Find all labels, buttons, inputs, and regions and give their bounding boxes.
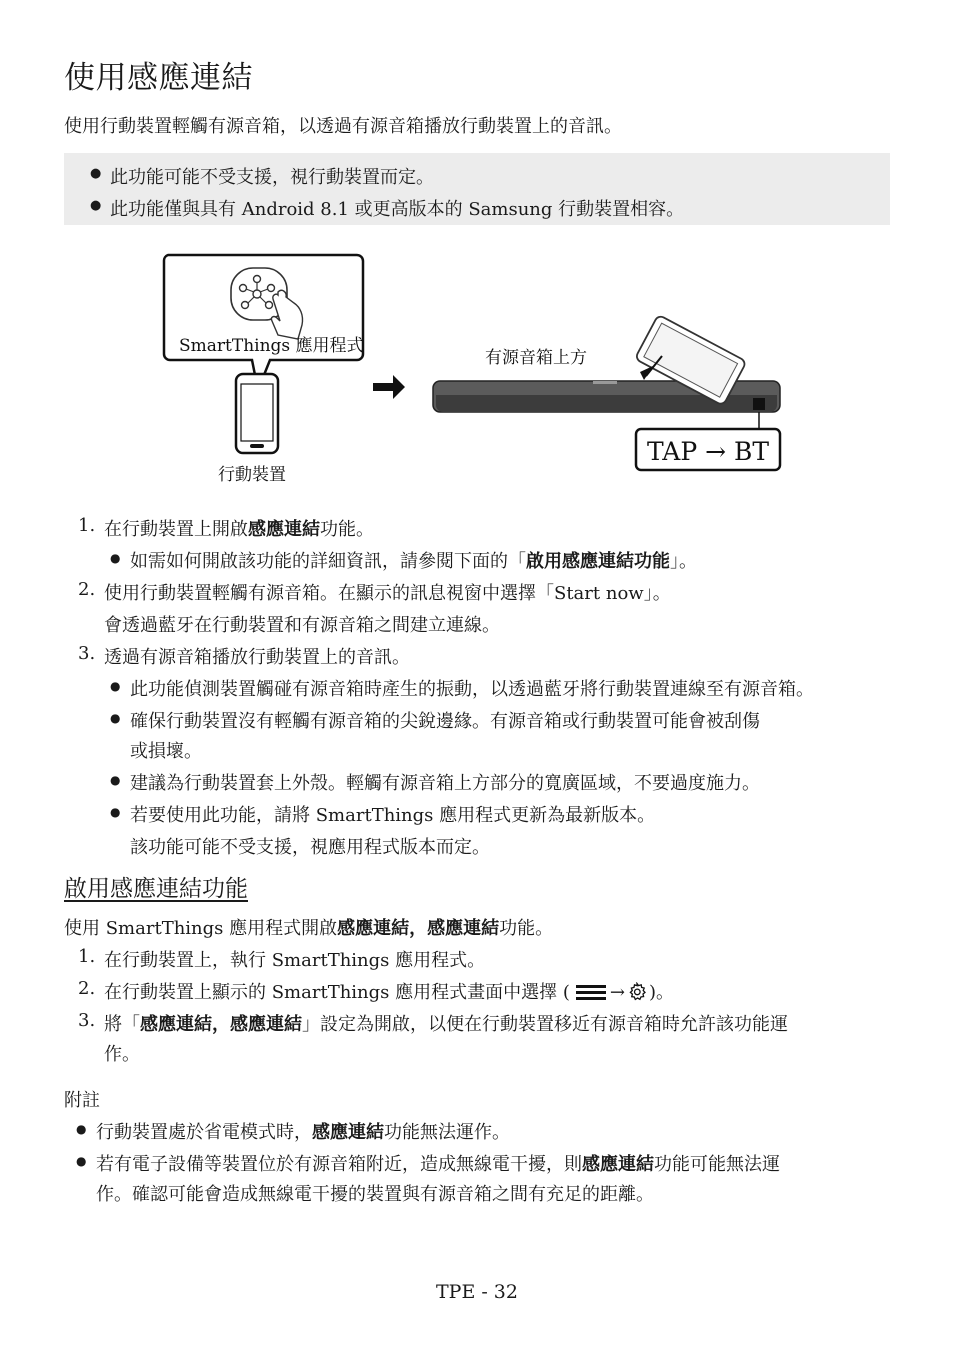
- enable-step-3-cont: 作。: [104, 1044, 140, 1065]
- intro-text: 使用行動裝置輕觸有源音箱，以透過有源音箱播放行動裝置上的音訊。: [64, 116, 622, 137]
- bullet-icon: ●: [110, 773, 121, 787]
- page-number: TPE - 32: [435, 1281, 518, 1303]
- bullet-icon: ●: [76, 1122, 87, 1136]
- app-label: SmartThings 應用程式: [179, 336, 364, 356]
- enable-step-3: 將「感應連結，感應連結」設定為開啟，以便在行動裝置移近有源音箱時允許該功能運: [104, 1014, 788, 1035]
- gear-icon: [627, 982, 647, 1002]
- step-2-detail: 會透過藍牙在行動裝置和有源音箱之間建立連線。: [104, 615, 500, 636]
- remark-item: ● 行動裝置處於省電模式時，感應連結功能無法運作。: [76, 1122, 510, 1143]
- bullet-icon: ●: [110, 551, 121, 565]
- step-number: 3.: [78, 1010, 96, 1031]
- tap-illustration: [160, 250, 790, 490]
- remark-item-cont: 作。確認可能會造成無線電干擾的裝置與有源音箱之間有充足的距離。: [96, 1184, 654, 1205]
- top-label: 有源音箱上方: [485, 348, 587, 368]
- remark-item: ● 若有電子設備等裝置位於有源音箱附近，造成無線電干擾，則感應連結功能可能無法運: [76, 1154, 780, 1175]
- illustration-svg: [160, 250, 790, 490]
- step-number: 3.: [78, 643, 96, 664]
- enable-step-1: 在行動裝置上，執行 SmartThings 應用程式。: [104, 950, 486, 971]
- section-heading: 啟用感應連結功能: [64, 876, 248, 902]
- tap-bt-label: TAP → BT: [646, 437, 770, 466]
- step-3-bullet: ● 確保行動裝置沒有輕觸有源音箱的尖銳邊緣。有源音箱或行動裝置可能會被刮傷: [110, 711, 760, 732]
- enable-intro: 使用 SmartThings 應用程式開啟感應連結，感應連結功能。: [64, 918, 554, 939]
- step-1: 在行動裝置上開啟感應連結功能。: [104, 519, 374, 540]
- note-box: [64, 153, 890, 225]
- step-2: 使用行動裝置輕觸有源音箱。在顯示的訊息視窗中選擇「Start now」。: [104, 583, 671, 604]
- step-number: 1.: [78, 946, 96, 967]
- step-number: 2.: [78, 579, 96, 600]
- step-3-bullet: ● 若要使用此功能，請將 SmartThings 應用程式更新為最新版本。: [110, 805, 656, 826]
- step-3-bullet: ● 此功能偵測裝置觸碰有源音箱時產生的振動，以透過藍牙將行動裝置連線至有源音箱。: [110, 679, 814, 700]
- page-title: 使用感應連結: [64, 60, 253, 96]
- bullet-icon: ●: [110, 679, 121, 693]
- note-item: ● 此功能僅與具有 Android 8.1 或更高版本的 Samsung 行動裝置相容。: [90, 198, 685, 220]
- arrow-right-icon: [373, 375, 405, 399]
- bullet-icon: ●: [110, 711, 121, 725]
- step-3-bullet-cont: 該功能可能不受支援，視應用程式版本而定。: [130, 837, 490, 858]
- enable-step-2: 在行動裝置上顯示的 SmartThings 應用程式畫面中選擇 ( → )。: [104, 982, 674, 1003]
- phone-icon: [236, 374, 278, 453]
- step-number: 1.: [78, 515, 96, 536]
- bullet-icon: ●: [90, 198, 102, 213]
- bullet-icon: ●: [90, 166, 102, 181]
- remarks-heading: 附註: [64, 1090, 100, 1111]
- step-3-bullet: ● 建議為行動裝置套上外殼。輕觸有源音箱上方部分的寬廣區域，不要過度施力。: [110, 773, 760, 794]
- step-3: 透過有源音箱播放行動裝置上的音訊。: [104, 647, 410, 668]
- note-item: ● 此功能可能不受支援，視行動裝置而定。: [90, 166, 434, 188]
- menu-icon: [576, 984, 606, 1000]
- bullet-icon: ●: [76, 1154, 87, 1168]
- step-number: 2.: [78, 978, 96, 999]
- bullet-icon: ●: [110, 805, 121, 819]
- step-1-bullet: ● 如需如何開啟該功能的詳細資訊，請參閱下面的「啟用感應連結功能」。: [110, 551, 697, 572]
- mobile-label: 行動裝置: [218, 465, 286, 485]
- step-3-bullet-cont: 或損壞。: [130, 741, 202, 762]
